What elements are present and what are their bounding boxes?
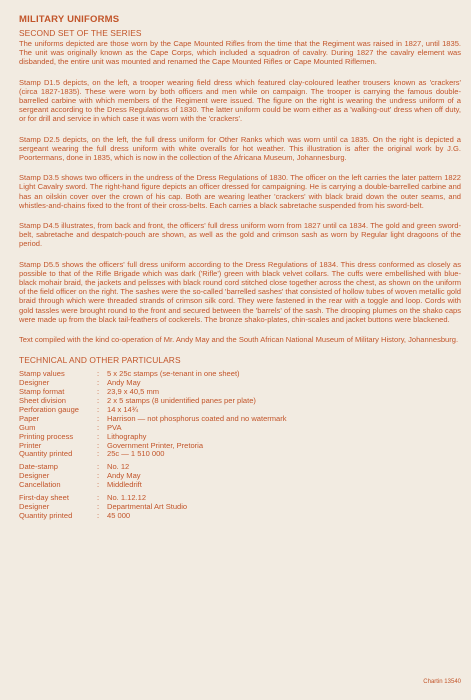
spec-value: 5 x 25c stamps (se-tenant in one sheet) (107, 369, 240, 379)
spec-value: PVA (107, 422, 122, 432)
datestamp-row: Cancellation : Middledrift (19, 481, 287, 490)
stamp-d2-paragraph: Stamp D2.5 depicts, on the left, the full dress uniform for Other Ranks which was worn until ca 1835. On the right is depicted a sergeant wearing the full dress uniform with white overalls for hot weather. This illustration is after the original work by J.G. Poortermans, done in 1835, which is now in the collection of the Africana Museum, Johannesburg. (19, 134, 461, 163)
fdc-row: Quantity printed : 45 000 (19, 512, 287, 521)
spec-label: Sheet division (19, 396, 66, 405)
fdc-row: Designer : Departmental Art Studio (19, 503, 287, 512)
technical-heading: TECHNICAL AND OTHER PARTICULARS (19, 355, 181, 366)
datestamp-row: Date-stamp : No. 12 (19, 463, 287, 472)
spec-row: Stamp values : 5 x 25c stamps (se-tenant in one sheet) (19, 370, 287, 379)
spec-value: No. 12 (107, 462, 130, 472)
document-title: MILITARY UNIFORMS (19, 14, 120, 25)
stamp-d1-paragraph: Stamp D1.5 depicts, on the left, a trooper wearing field dress which featured clay-coloured leather trousers known as 'crackers' (circa 1827-1835). These were worn by both officers and men while on campaign. The trooper is carrying the famous double-barrelled carbine with which members of the Regiment were issued. The figure on the right is wearing the undress uniform of a sergeant according to the Dress Regulations of 1830. The latter uniform could be worn either as a 'walking-out' dress when off duty, or for drill and service in which case it was worn with the 'crackers'. (19, 77, 461, 124)
spec-label: Designer (19, 378, 50, 388)
spec-label: Printer (19, 440, 42, 450)
stamp-d4-paragraph: Stamp D4.5 illustrates, from back and front, the officers' full dress uniform worn from 1827 until ca 1834. The gold and green sword-belt, sabretache and despatch-pouch are shown, as well as the gold and crimson sash as worn by Regular light dragoons of the period. (19, 221, 461, 249)
document-subtitle: SECOND SET OF THE SERIES (19, 28, 142, 38)
spec-label: Stamp values (19, 369, 65, 379)
spec-label: Stamp format (19, 387, 65, 397)
spec-row: Sheet division : 2 x 5 stamps (8 unidentified panes per plate) (19, 397, 287, 406)
spec-row: Designer : Andy May (19, 379, 287, 388)
spec-row: Paper : Harrison — not phosphorus coated and no watermark (19, 413, 287, 423)
spec-label: Designer (19, 501, 50, 511)
spec-value: Andy May (107, 471, 141, 481)
stamp-d3-paragraph: Stamp D3.5 shows two officers in the undress of the Dress Regulations of 1830. The officer on the left carries the later pattern 1822 Light Cavalry sword. The right-hand figure depicts an officer dressed for campaigning. He is carrying a double-barrelled carbine and has an oilskin cover over the crown of his cap. Both are wearing leather 'crackers' with black braid down the outer seams, and whistles-and-chains fixed to the front of their cross-belts. Each carries a black sabretache suspended from his sword-belt. (19, 173, 461, 210)
spec-row: Stamp format : 23,9 x 40,5 mm (19, 388, 287, 397)
datestamp-row: Designer : Andy May (19, 472, 287, 481)
spec-label: Paper (19, 413, 40, 423)
intro-paragraph: The uniforms depicted are those worn by the Cape Mounted Rifles from the time that the Regiment was raised in 1827, until 1835. The unit was originally known as the Cape Corps, which included a squadron of cavalry. During 1827 the cavalry element was disbanded, the entire unit was mounted and renamed the Cape Mounted Rifles or Cape Mounted Riflemen. (19, 39, 461, 67)
spec-row: Printer : Government Printer, Pretoria (19, 442, 287, 451)
spec-row: Quantity printed : 25c — 1 510 000 (19, 450, 287, 459)
spec-value: Lithography (107, 431, 147, 441)
spec-value: 14 x 14¾ (107, 404, 139, 414)
spec-value: Andy May (107, 378, 141, 388)
spec-label: Date-stamp (19, 462, 59, 472)
spec-label: Cancellation (19, 480, 61, 490)
spec-value: Middledrift (107, 480, 142, 490)
printer-imprint: Chartin 13540 (423, 679, 461, 685)
spec-label: Quantity printed (19, 449, 73, 459)
spec-value: 25c — 1 510 000 (107, 449, 165, 459)
spec-label: First-day sheet (19, 493, 69, 503)
stamp-d5-paragraph: Stamp D5.5 shows the officers' full dress uniform according to the Dress Regulations of 1834. This dress conformed as closely as possible to that of the Rifle Brigade which was dark ('Rifle') green with black velvet collars. The cuffs were embellished with blue-black mohair braid, the jackets and pelisses with black round cord stitched close together across the chest, as shown on the uniform of the field officer on the right. The sashes were the so-called 'barrelled sashes' that consisted of hollow tubes of woven metallic gold braid through which were threaded strands of crimson silk cord. They were fastened in the rear with a toggle and loop. Cords with gold tassles were brought round to the front and secured between the 'barrels' of the sash. The drooping plumes on the shako caps were made up from the black tail-feathers of cockerels. The bronze shako-plates, chin-scales and jacket buttons were blackened. (19, 259, 461, 324)
spec-value: Harrison — not phosphorus coated and no watermark (107, 413, 287, 423)
spec-value: Departmental Art Studio (107, 501, 188, 511)
fdc-row: First-day sheet : No. 1.12.12 (19, 494, 287, 503)
spec-row: Perforation gauge : 14 x 14¾ (19, 406, 287, 415)
spec-label: Gum (19, 422, 36, 432)
spec-value: 45 000 (107, 510, 131, 520)
spec-value: No. 1.12.12 (107, 493, 147, 503)
spec-value: 23,9 x 40,5 mm (107, 387, 160, 397)
spec-label: Printing process (19, 431, 74, 441)
spec-row: Gum : PVA (19, 424, 287, 433)
spec-label: Perforation gauge (19, 404, 79, 414)
spec-value: Government Printer, Pretoria (107, 440, 204, 450)
technical-specs-table (19, 370, 287, 521)
credits-paragraph: Text compiled with the kind co-operation of Mr. Andy May and the South African National Museum of Military History, Johannesburg. (19, 335, 459, 345)
spec-row: Printing process : Lithography (19, 433, 287, 442)
spec-label: Quantity printed (19, 510, 73, 520)
spec-value: 2 x 5 stamps (8 unidentified panes per plate) (107, 396, 256, 405)
spec-label: Designer (19, 471, 50, 481)
